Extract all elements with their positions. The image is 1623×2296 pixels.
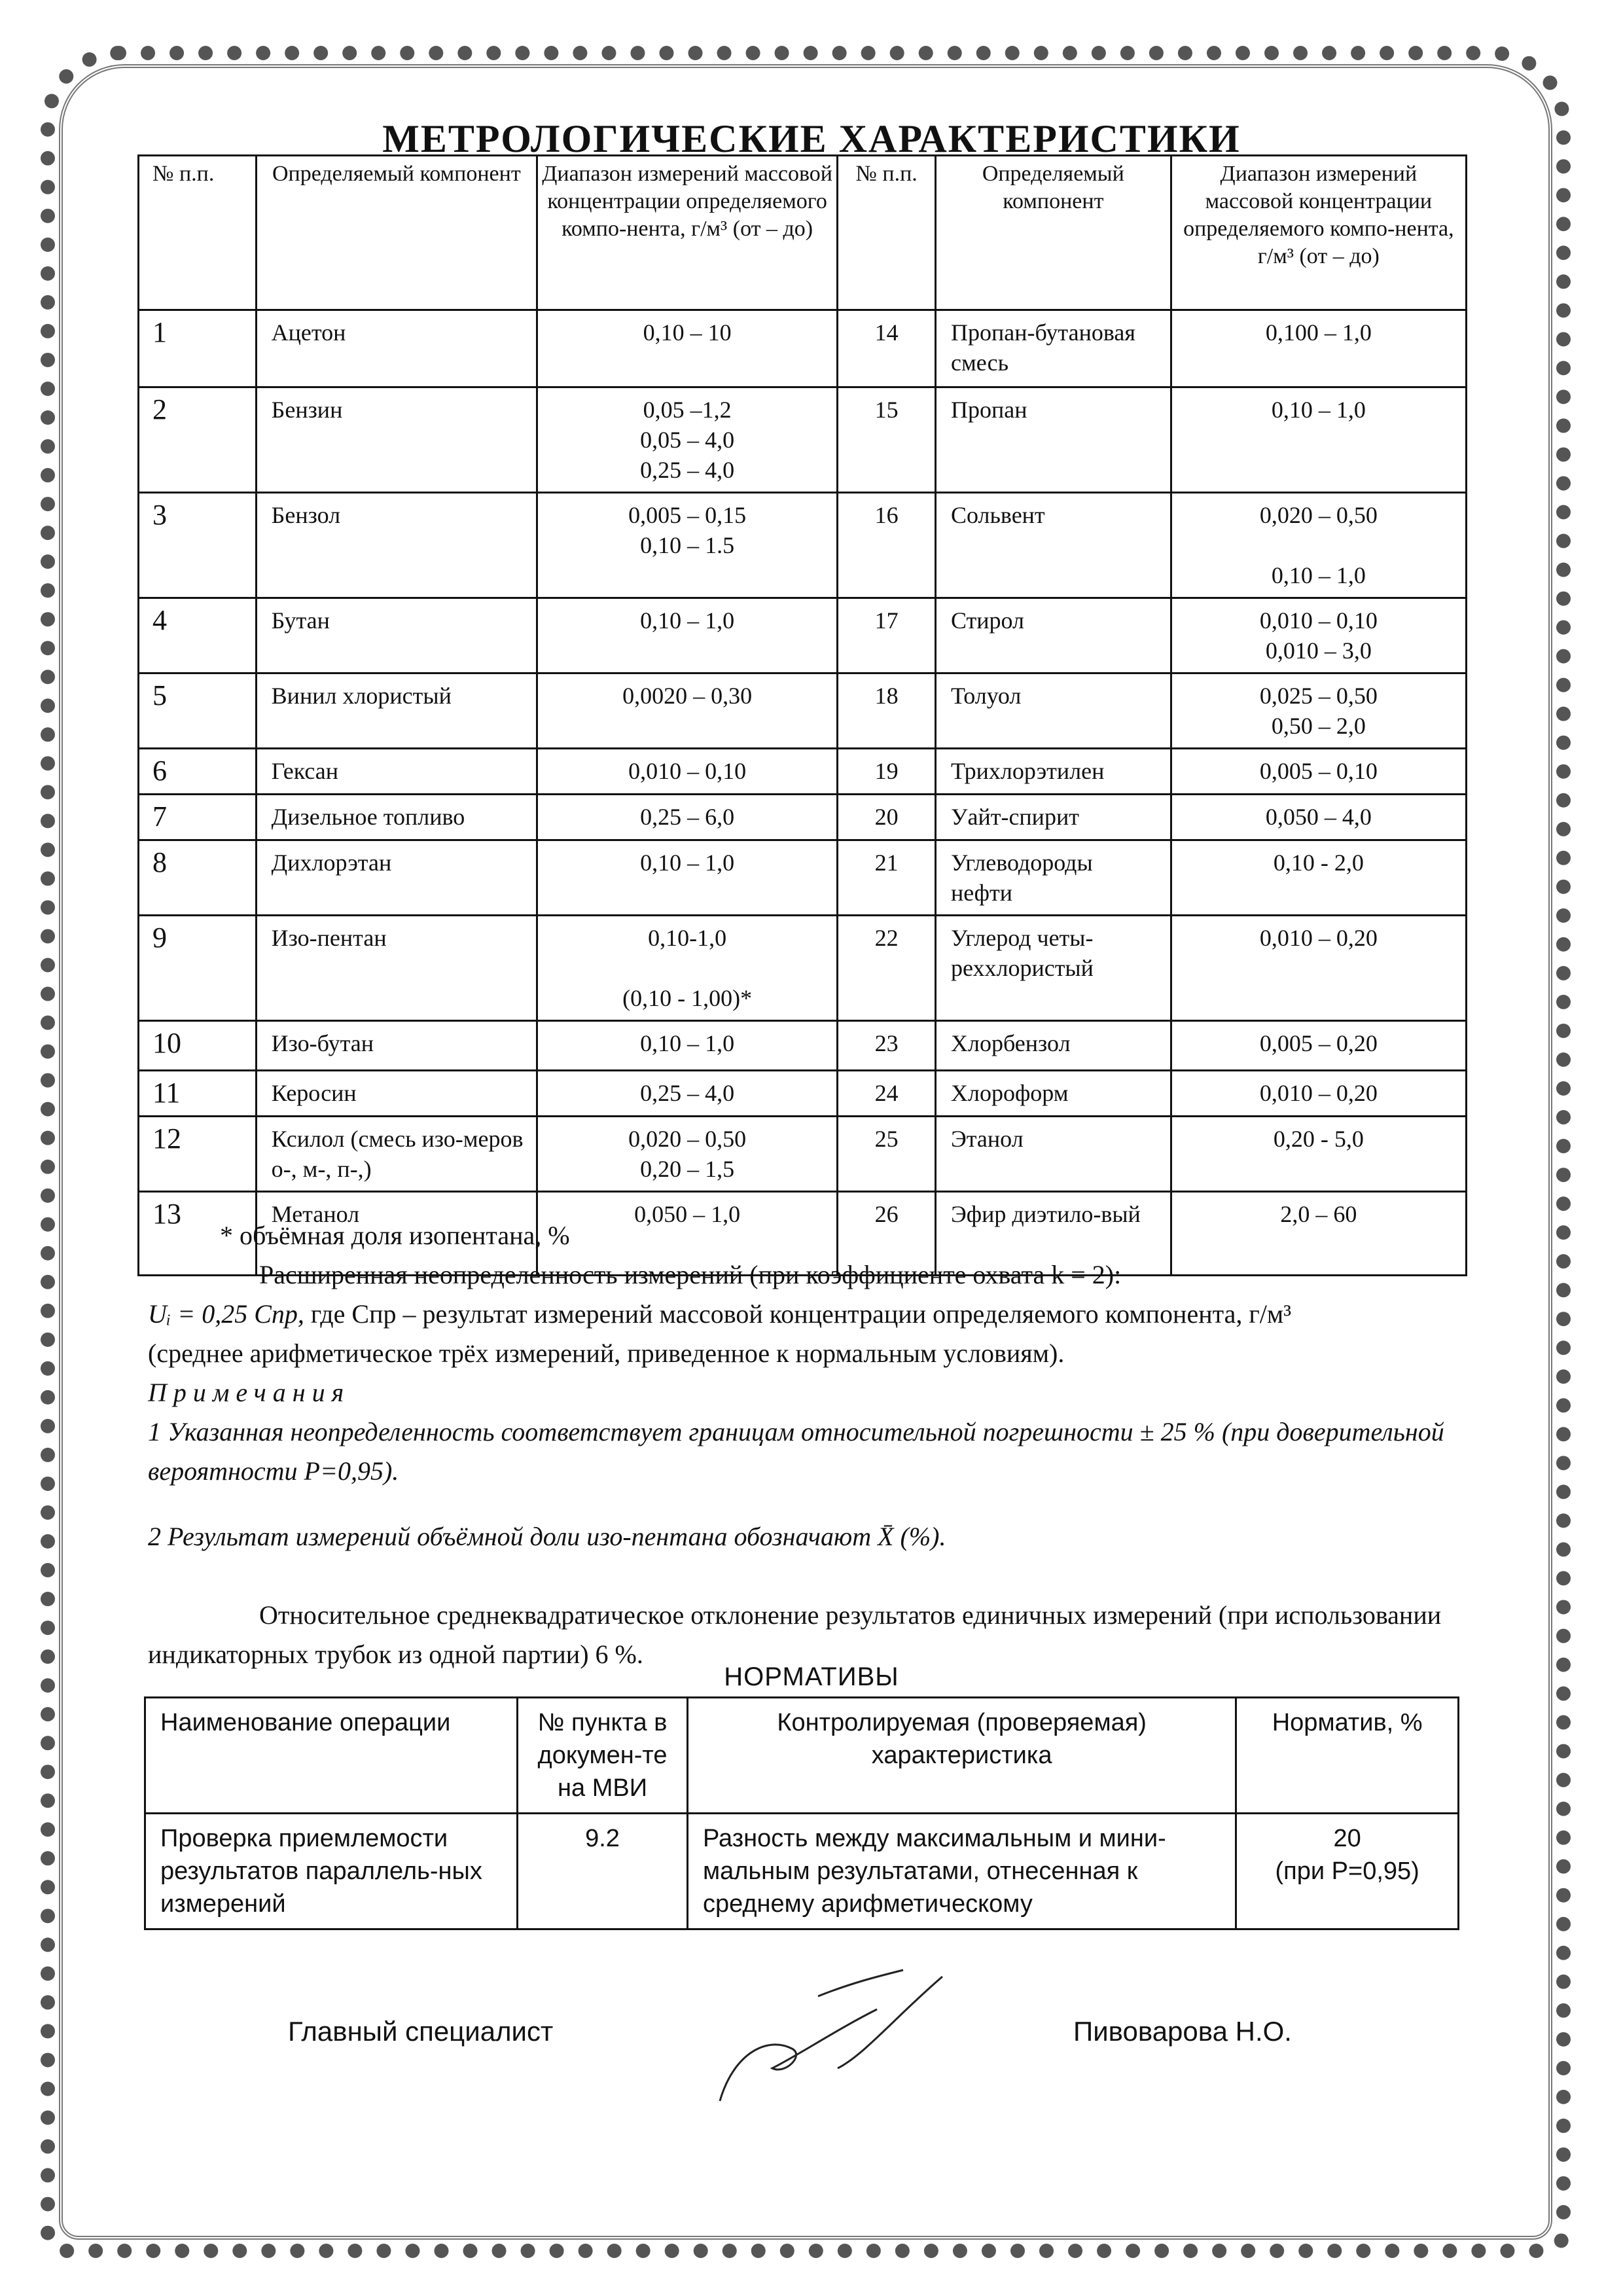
formula-lhs: Uᵢ = 0,25 Cпр, xyxy=(148,1299,304,1329)
range-left: 0,010 – 0,10 xyxy=(537,749,838,795)
norms-row xyxy=(145,1814,1459,1929)
norms-header-point: № пункта в докумен-те на МВИ xyxy=(518,1698,688,1814)
component-right: Эфир диэтило-вый xyxy=(935,1192,1171,1276)
component-right: Сольвент xyxy=(935,493,1171,598)
norms-header-characteristic: Контролируемая (проверяемая) характеристика xyxy=(687,1698,1236,1814)
notes-title: Примечания xyxy=(148,1378,351,1407)
component-right: Пропан-бутановая смесь xyxy=(935,310,1171,387)
table-row xyxy=(139,795,1467,840)
range-right: 0,10 - 2,0 xyxy=(1171,840,1466,916)
component-left: Метанол xyxy=(256,1192,537,1276)
range-right: 0,020 – 0,50 0,10 – 1,0 xyxy=(1171,493,1466,598)
row-number-left: 9 xyxy=(139,916,257,1021)
table-row xyxy=(139,749,1467,795)
table-row xyxy=(139,840,1467,916)
component-left: Ацетон xyxy=(256,310,537,387)
row-number-left: 10 xyxy=(139,1021,257,1071)
row-number-right: 14 xyxy=(838,310,936,387)
component-right: Хлорбензол xyxy=(935,1021,1171,1071)
header-range-2: Диапазон измерений массовой концентрации определяемого компо-нента, г/м³ (от – до) xyxy=(1171,156,1466,310)
component-right: Стирол xyxy=(935,598,1171,673)
norms-title: НОРМАТИВЫ xyxy=(724,1662,899,1691)
range-right: 0,20 - 5,0 xyxy=(1171,1117,1466,1192)
range-left: 0,25 – 6,0 xyxy=(537,795,838,840)
table-row xyxy=(139,673,1467,749)
row-number-right: 15 xyxy=(838,387,936,493)
component-right: Пропан xyxy=(935,387,1171,493)
table-row xyxy=(139,598,1467,673)
component-left: Изо-пентан xyxy=(256,916,537,1021)
range-left: 0,020 – 0,50 0,20 – 1,5 xyxy=(537,1117,838,1192)
header-component-2: Определяемый компонент xyxy=(935,156,1171,310)
row-number-left: 5 xyxy=(139,673,257,749)
header-component-1: Определяемый компонент xyxy=(256,156,537,310)
row-number-left: 2 xyxy=(139,387,257,493)
row-number-right: 23 xyxy=(838,1021,936,1071)
component-left: Бензин xyxy=(256,387,537,493)
range-right: 0,10 – 1,0 xyxy=(1171,387,1466,493)
component-left: Изо-бутан xyxy=(256,1021,537,1071)
row-number-right: 19 xyxy=(838,749,936,795)
table-row xyxy=(139,387,1467,493)
signer-name: Пивоварова Н.О. xyxy=(1073,2016,1292,2047)
range-right: 0,010 – 0,10 0,010 – 3,0 xyxy=(1171,598,1466,673)
header-num-1: № п.п. xyxy=(139,156,257,310)
norms-cell-operation: Проверка приемлемости результатов параллель-ных измерений xyxy=(145,1814,518,1929)
range-left: 0,05 –1,2 0,05 – 4,0 0,25 – 4,0 xyxy=(537,387,838,493)
range-left: 0,10 – 1,0 xyxy=(537,1021,838,1071)
range-left: 0,005 – 0,15 0,10 – 1.5 xyxy=(537,493,838,598)
range-left: 0,10 – 10 xyxy=(537,310,838,387)
row-number-left: 11 xyxy=(139,1071,257,1117)
component-left: Винил хлористый xyxy=(256,673,537,749)
component-left: Бутан xyxy=(256,598,537,673)
uncertainty-line: Расширенная неопределенность измерений (при коэффициенте охвата k = 2): xyxy=(259,1260,1122,1289)
component-left: Керосин xyxy=(256,1071,537,1117)
norms-table xyxy=(144,1696,1459,1930)
range-right: 0,050 – 4,0 xyxy=(1171,795,1466,840)
row-number-left: 8 xyxy=(139,840,257,916)
table-row xyxy=(139,1071,1467,1117)
metrology-table xyxy=(137,154,1467,1276)
component-right: Хлороформ xyxy=(935,1071,1171,1117)
row-number-right: 18 xyxy=(838,673,936,749)
component-right: Углеводороды нефти xyxy=(935,840,1171,916)
range-right: 0,100 – 1,0 xyxy=(1171,310,1466,387)
row-number-right: 21 xyxy=(838,840,936,916)
range-left: 0,10 – 1,0 xyxy=(537,598,838,673)
table-row xyxy=(139,310,1467,387)
row-number-left: 6 xyxy=(139,749,257,795)
range-left: 0,10 – 1,0 xyxy=(537,840,838,916)
row-number-right: 17 xyxy=(838,598,936,673)
range-right: 0,005 – 0,10 xyxy=(1171,749,1466,795)
range-right: 0,010 – 0,20 xyxy=(1171,1071,1466,1117)
row-number-left: 7 xyxy=(139,795,257,840)
table-row xyxy=(139,916,1467,1021)
component-left: Бензол xyxy=(256,493,537,598)
row-number-right: 26 xyxy=(838,1192,936,1276)
row-number-right: 24 xyxy=(838,1071,936,1117)
rsd-text: Относительное среднеквадратическое отклонение результатов единичных измерений (при использовании индикаторных трубок из одной партии) 6 %. xyxy=(148,1600,1442,1669)
range-left: 0,0020 – 0,30 xyxy=(537,673,838,749)
component-right: Этанол xyxy=(935,1117,1171,1192)
component-right: Углерод четы-реххлористый xyxy=(935,916,1171,1021)
formula-line xyxy=(148,1295,1463,1334)
row-number-left: 13 xyxy=(139,1192,257,1276)
footnote: * объёмная доля изопентана, % xyxy=(220,1221,570,1250)
norms-cell-norm: 20 (при P=0,95) xyxy=(1236,1814,1459,1929)
norms-header-norm: Норматив, % xyxy=(1236,1698,1459,1814)
component-left: Дихлорэтан xyxy=(256,840,537,916)
range-right: 0,005 – 0,20 xyxy=(1171,1021,1466,1071)
header-num-2: № п.п. xyxy=(838,156,936,310)
row-number-right: 16 xyxy=(838,493,936,598)
table-row xyxy=(139,493,1467,598)
norms-table-header xyxy=(145,1698,1459,1814)
norms-cell-characteristic: Разность между максимальным и мини-мальным результатами, отнесенная к среднему арифметическому xyxy=(687,1814,1236,1929)
range-right: 0,025 – 0,50 0,50 – 2,0 xyxy=(1171,673,1466,749)
header-range-1: Диапазон измерений массовой концентрации определяемого компо-нента, г/м³ (от – до) xyxy=(537,156,838,310)
range-right: 2,0 – 60 xyxy=(1171,1192,1466,1276)
row-number-left: 12 xyxy=(139,1117,257,1192)
norms-header-operation: Наименование операции xyxy=(145,1698,518,1814)
signature-icon xyxy=(707,1957,969,2121)
range-left: 0,10-1,0 (0,10 - 1,00)* xyxy=(537,916,838,1021)
row-number-left: 3 xyxy=(139,493,257,598)
range-right: 0,010 – 0,20 xyxy=(1171,916,1466,1021)
row-number-right: 20 xyxy=(838,795,936,840)
row-number-right: 22 xyxy=(838,916,936,1021)
range-left: 0,25 – 4,0 xyxy=(537,1071,838,1117)
component-right: Уайт-спирит xyxy=(935,795,1171,840)
footnote-block xyxy=(148,1216,1463,1674)
row-number-left: 4 xyxy=(139,598,257,673)
formula-rhs: где Cпр – результат измерений массовой концентрации определяемого компонента, г/м³ xyxy=(304,1299,1292,1329)
metrology-table-header xyxy=(139,156,1467,310)
component-left: Ксилол (смесь изо-меров о-, м-, п-,) xyxy=(256,1117,537,1192)
range-left: 0,050 – 1,0 xyxy=(537,1192,838,1276)
table-row xyxy=(139,1117,1467,1192)
component-left: Гексан xyxy=(256,749,537,795)
row-number-left: 1 xyxy=(139,310,257,387)
row-number-right: 25 xyxy=(838,1117,936,1192)
table-row xyxy=(139,1021,1467,1071)
component-right: Толуол xyxy=(935,673,1171,749)
component-left: Дизельное топливо xyxy=(256,795,537,840)
formula-note: (среднее арифметическое трёх измерений, приведенное к нормальным условиям). xyxy=(148,1338,1065,1368)
signer-title: Главный специалист xyxy=(288,2016,554,2047)
component-right: Трихлорэтилен xyxy=(935,749,1171,795)
norms-cell-point: 9.2 xyxy=(518,1814,688,1929)
note-2: 2 Результат измерений объёмной доли изо-пентана обозначают X̄ (%). xyxy=(148,1522,946,1551)
page-title: МЕТРОЛОГИЧЕСКИЕ ХАРАКТЕРИСТИКИ xyxy=(382,117,1241,160)
note-1: 1 Указанная неопределенность соответствует границам относительной погрешности ± 25 % (при доверительной вероятности P=0,95). xyxy=(148,1417,1444,1486)
